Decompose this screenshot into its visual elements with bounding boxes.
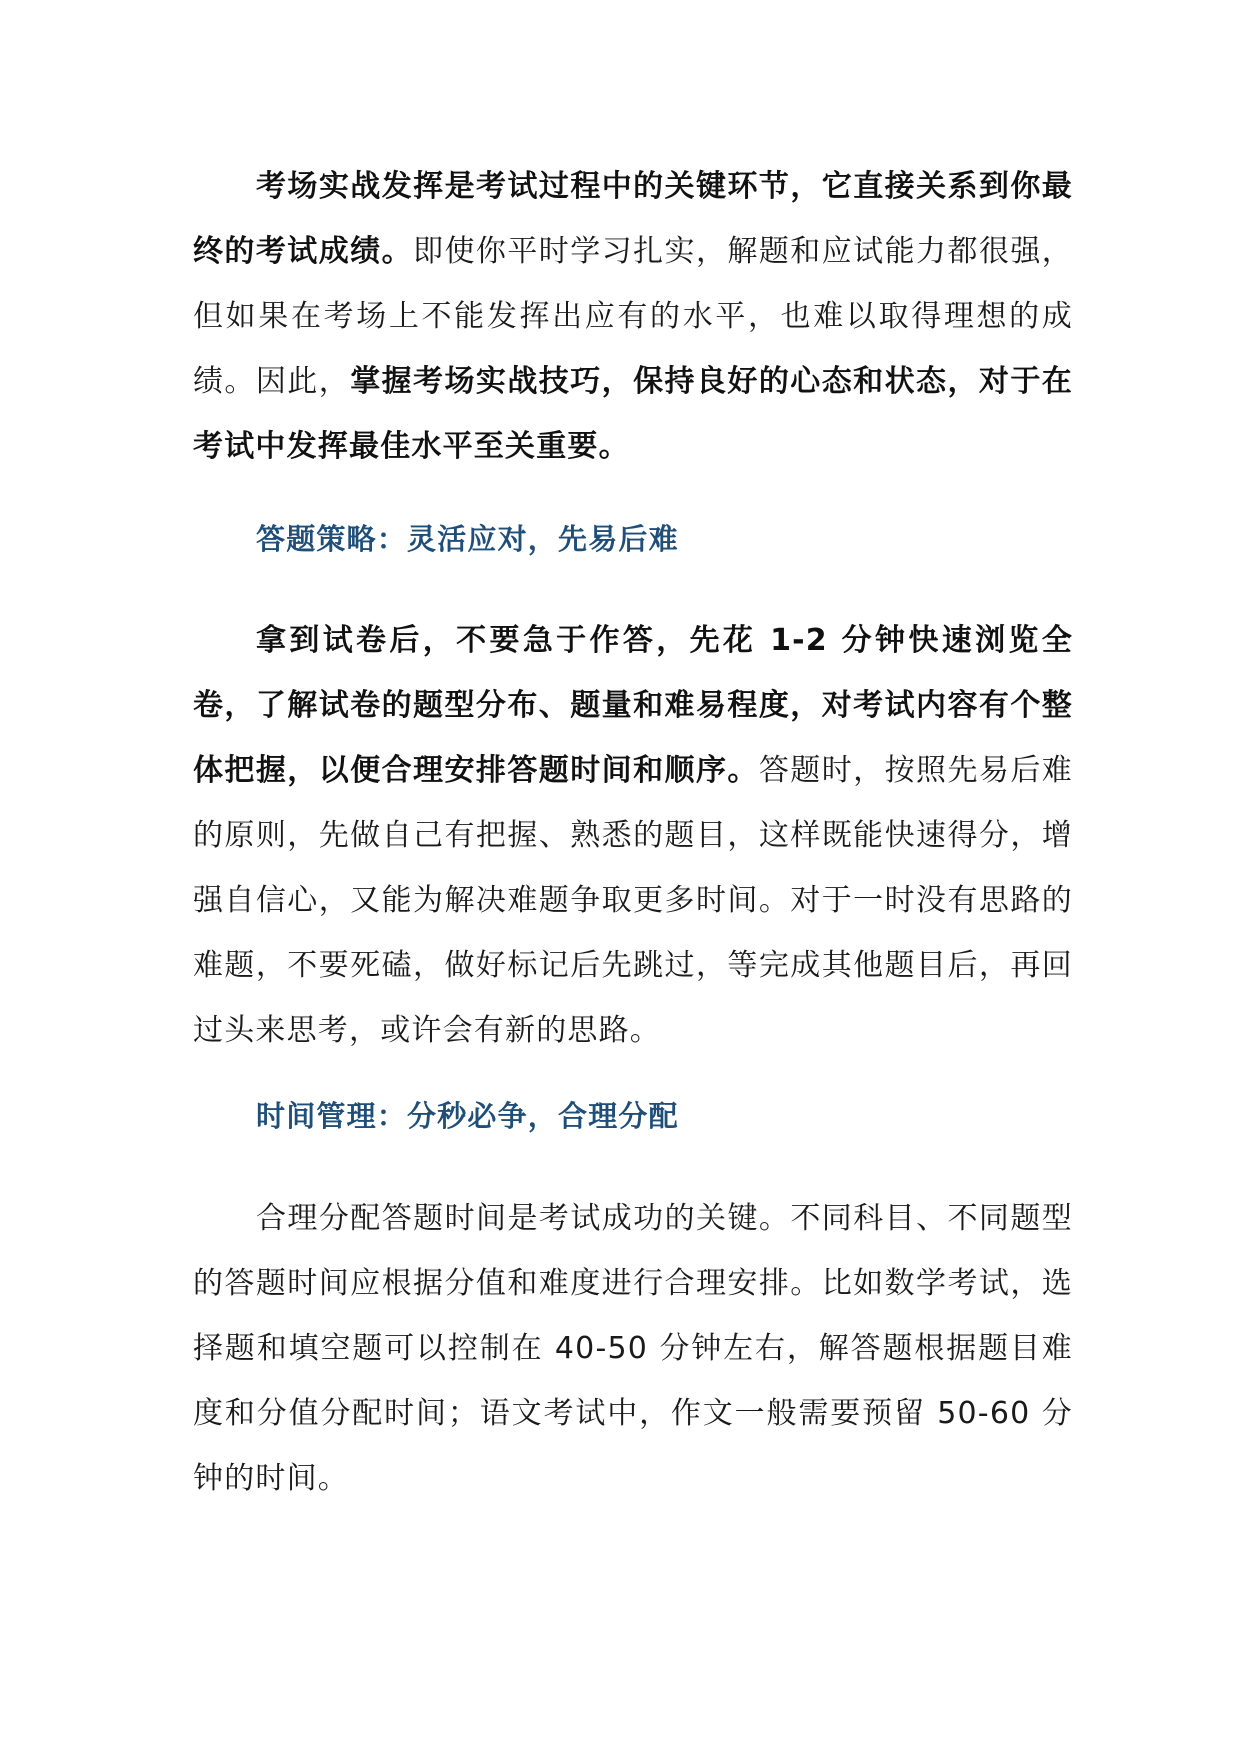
section-heading-time-management: 时间管理：分秒必争，合理分配 [256, 1099, 679, 1133]
time-management-body-text: 合理分配答题时间是考试成功的关键。不同科目、不同题型的答题时间应根据分值和难度进行合理安排。比如数学考试，选择题和填空题可以控制在 40-50 分钟左右，解答题根据题目难度和分值分配时间；语文考试中，作文一般需要预留 50-60 分钟的时间。 [193, 1201, 1073, 1496]
section-heading-answer-strategy: 答题策略：灵活应对，先易后难 [256, 522, 679, 556]
intro-bold-conclusion: 掌握考场实战技巧，保持良好的心态和状态，对于在考试中发挥最佳水平至关重要。 [193, 364, 1073, 464]
answer-strategy-paragraph [193, 608, 1073, 1063]
intro-paragraph [193, 154, 1073, 479]
time-management-paragraph [193, 1186, 1073, 1511]
intro-body-text: 即使你平时学习扎实，解题和应试能力都很强，但如果在考场上不能发挥出应有的水平，也难以取得理想的成绩。因此， [193, 234, 1073, 399]
intro-bold-lead: 考场实战发挥是考试过程中的关键环节，它直接关系到你最终的考试成绩。 [193, 169, 1073, 269]
answer-strategy-body-text: 答题时，按照先易后难的原则，先做自己有把握、熟悉的题目，这样既能快速得分，增强自信心，又能为解决难题争取更多时间。对于一时没有思路的难题，不要死磕，做好标记后先跳过，等完成其他题目后，再回过头来思考，或许会有新的思路。 [193, 753, 1074, 1048]
answer-strategy-bold-lead: 拿到试卷后，不要急于作答，先花 1-2 分钟快速浏览全卷，了解试卷的题型分布、题量和难易程度，对考试内容有个整体把握，以便合理安排答题时间和顺序。 [193, 623, 1073, 788]
